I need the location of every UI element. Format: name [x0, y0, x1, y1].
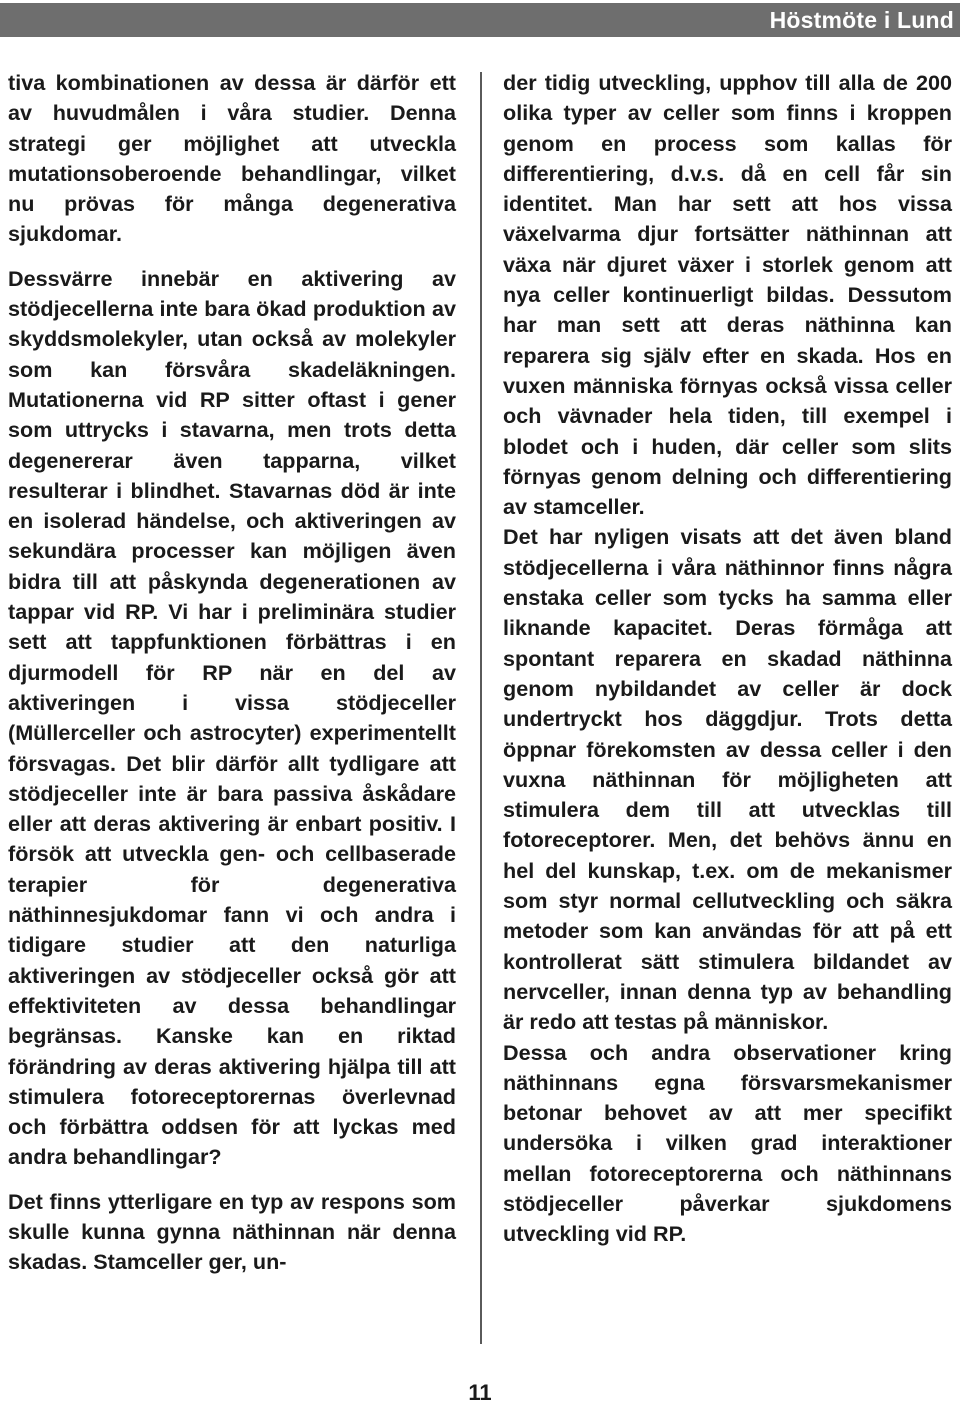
paragraph: Det har nyligen visats att det även bland stödjecellerna i våra näthinnor finns några enstaka celler som tycks ha samma eller liknande kapacitet. Deras förmåga att spontant reparera en skadad näthinna genom nybildandet av celler är dock undertryckt hos däggdjur. Trots detta öppnar förekomsten av dessa celler i den vuxna näthinnan för möjligheten att stimulera dem till att utvecklas till fotoreceptorer. Men, det behövs ännu en hel del kunskap, t.ex. om de mekanismer som styr normal cellutveckling och säkra metoder som kan användas för att på ett kontrollerat sätt stimulera bildandet av nervceller, innan denna typ av behandling är redo att testas på människor.	[503, 524, 952, 1035]
header-bar	[0, 3, 960, 37]
page-number: 11	[468, 1380, 492, 1405]
right-text-column	[503, 68, 952, 1250]
paragraph: Dessa och andra observationer kring näthinnans egna försvarsmekanismer betonar behovet av att mer specifikt undersöka i vilken grad interaktioner mellan fotoreceptorerna och näthinnans stödjeceller påverkar sjukdomens utveckling vid RP.	[503, 1039, 952, 1247]
column-divider	[480, 72, 482, 1344]
paragraph: tiva kombinationen av dessa är därför ett av huvudmålen i våra studier. Denna strategi ger möjlighet att utveckla mutationsoberoende behandlingar, vilket nu prövas för många degenerativa sjukdomar.	[8, 70, 456, 247]
paragraph: Det finns ytterligare en typ av respons som skulle kunna gynna näthinnan när denna skadas. Stamceller ger, un-	[8, 1188, 456, 1275]
running-header-title: Höstmöte i Lund	[769, 7, 954, 33]
paragraph: der tidig utveckling, upphov till alla de 200 olika typer av celler som finns i kroppen genom en process som kallas för differentiering, d.v.s. då en cell får sin identitet. Man har sett att hos vissa växelvarma djur fortsätter näthinnan att växa när djuret växer i storlek genom att nya celler kontinuerligt bildas. Dessutom har man sett att deras näthinna kan reparera sig själv efter en skada. Hos en vuxen människa förnyas också vissa celler och vävnader hela tiden, till exempel i blodet och i huden, där celler som slits förnyas genom delning och differentiering av stamceller.	[503, 70, 952, 520]
left-text-column	[8, 68, 456, 1278]
paragraph: Dessvärre innebär en aktivering av stödjecellerna inte bara ökad produktion av skyddsmolekyler, utan också av molekyler som kan försvåra skadeläkningen. Mutationerna vid RP sitter oftast i gener som uttrycks i stavarna, men trots detta degenererar även tapparna, vilket resulterar i blindhet. Stavarnas död är inte en isolerad händelse, och aktiveringen av sekundära processer kan möjligen även bidra till att påskynda degenerationen av tappar vid RP. Vi har i preliminära studier sett att tappfunktionen förbättras i en djurmodell för RP när en del av aktiveringen i vissa stödjeceller (Müllerceller och astrocyter) experimentellt försvagas. Det blir därför allt tydligare att stödjeceller inte är bara passiva åskådare eller att deras aktivering är enbart positiv. I försök att utveckla gen- och cellbaserade terapier för degenerativa näthinnesjukdomar fann vi och andra i tidigare studier att den naturliga aktiveringen av stödjeceller också gör att effektiviteten av dessa behandlingar begränsas. Kanske kan en riktad förändring av deras aktivering hjälpa till att stimulera fotoreceptorernas överlevnad och förbättra oddsen för att lyckas med andra behandlingar?	[8, 265, 456, 1170]
